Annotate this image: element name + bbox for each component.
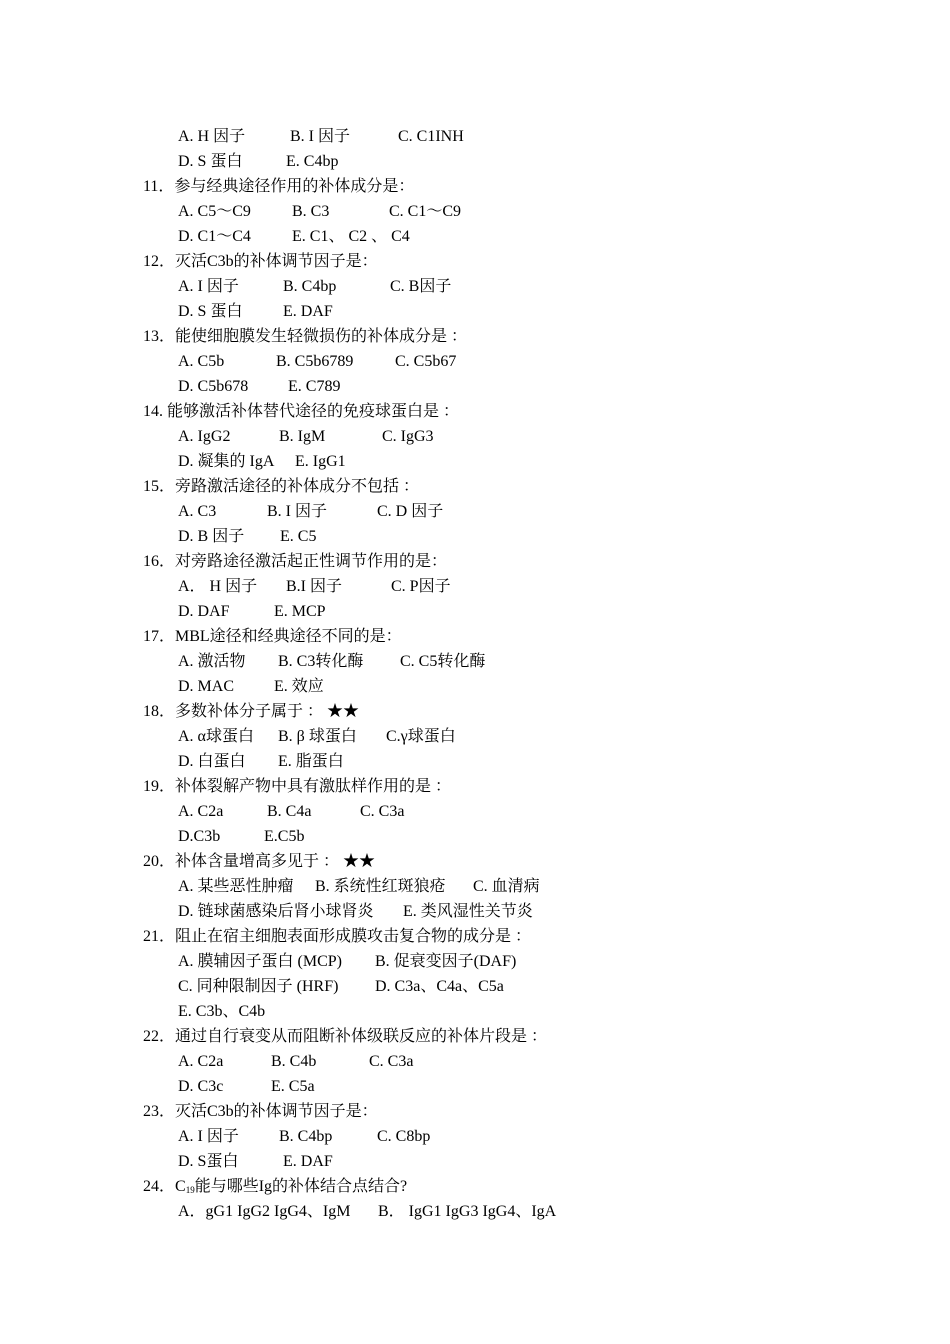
option-row — [178, 424, 434, 449]
option-a: A. C5b — [178, 353, 225, 370]
option-d: D. C3c — [178, 1078, 224, 1095]
question-18: 18．多数补体分子属于 ： ★★ — [143, 703, 360, 720]
option-a: A. I 因子 — [178, 1128, 239, 1145]
option-e: E. 类风湿性关节炎 — [403, 903, 533, 920]
option-a: A. 膜辅因子蛋白 (MCP) — [178, 953, 343, 970]
option-b: B.I 因子 — [286, 578, 343, 595]
option-row — [178, 649, 486, 674]
option-row — [178, 999, 266, 1024]
option-row — [178, 874, 540, 899]
option-b: B. C5b6789 — [276, 353, 354, 370]
option-b: B. C4a — [267, 803, 312, 820]
option-row — [178, 274, 452, 299]
question-11: 11．参与经典途径作用的补体成分是： — [143, 178, 415, 195]
option-row — [178, 899, 533, 924]
option-c: C. 血清病 — [473, 878, 540, 895]
question-21: 21．阻止在宿主细胞表面形成膜攻击复合物的成分是 ： — [143, 928, 532, 945]
option-b: B. 促衰变因子(DAF) — [375, 953, 517, 970]
option-c: C. P因子 — [391, 578, 451, 595]
option-e: E. C789 — [288, 378, 341, 395]
option-c: C. 同种限制因子 (HRF) — [178, 978, 339, 995]
option-d: D.C3b — [178, 828, 221, 845]
option-b: B. C4b — [271, 1053, 317, 1070]
question-14: 14. 能够激活补体替代途径的免疫球蛋白是 ： — [143, 403, 460, 420]
option-e: E. MCP — [274, 603, 326, 620]
option-b: B. C3转化酶 — [278, 653, 364, 670]
question-23: 23．灭活C3b的补体调节因子是： — [143, 1103, 378, 1120]
question-13: 13．能使细胞膜发生轻微损伤的补体成分是 ： — [143, 328, 468, 345]
option-b: B. I 因子 — [267, 503, 328, 520]
option-a: A. C2a — [178, 803, 224, 820]
option-row — [178, 974, 504, 999]
option-c: C. C1INH — [398, 128, 464, 145]
question-17: 17．MBL途径和经典途径不同的是： — [143, 628, 402, 645]
option-row — [178, 149, 339, 174]
question-24 — [143, 1174, 407, 1199]
question-24-text: 能与哪些Ig的补体结合点结合? — [194, 1178, 408, 1195]
question-22: 22．通过自行衰变从而阻断补体级联反应的补体片段是 ： — [143, 1028, 548, 1045]
option-row — [178, 499, 444, 524]
option-b: B. C4bp — [283, 278, 337, 295]
option-c: C. D 因子 — [377, 503, 444, 520]
option-e: E. C1、 C2 、 C4 — [292, 228, 410, 245]
option-row — [178, 524, 317, 549]
option-d: D. DAF — [178, 603, 230, 620]
option-c: C. C8bp — [377, 1128, 431, 1145]
option-d: D. C3a、C4a、C5a — [375, 978, 504, 995]
option-e: E. C4bp — [286, 153, 339, 170]
question-24-prefix: 24．C — [143, 1178, 186, 1195]
option-c: C. C5b67 — [395, 353, 457, 370]
option-row — [178, 349, 457, 374]
option-e: E. 效应 — [274, 678, 324, 695]
option-a: A. C2a — [178, 1053, 224, 1070]
option-e: E. DAF — [283, 303, 333, 320]
option-row — [178, 1074, 315, 1099]
option-e: E. C3b、C4b — [178, 1003, 266, 1020]
option-d: D. 白蛋白 — [178, 753, 246, 770]
option-c: C. C1～C9 — [389, 203, 462, 220]
option-a: A. I 因子 — [178, 278, 239, 295]
option-a: A. C3 — [178, 503, 217, 520]
option-row — [178, 124, 464, 149]
option-d: D. 链球菌感染后肾小球肾炎 — [178, 903, 374, 920]
option-a: A. 某些恶性肿瘤 — [178, 878, 294, 895]
option-c: C. B因子 — [390, 278, 452, 295]
question-20: 20．补体含量增高多见于 ： ★★ — [143, 853, 376, 870]
option-c: C. IgG3 — [382, 428, 434, 445]
option-e: E. DAF — [283, 1153, 333, 1170]
option-e: E. 脂蛋白 — [278, 753, 344, 770]
option-row — [178, 199, 462, 224]
option-row — [178, 799, 405, 824]
option-c: C. C5转化酶 — [400, 653, 486, 670]
option-row — [178, 724, 456, 749]
option-d: D. MAC — [178, 678, 235, 695]
option-a: A. α球蛋白 — [178, 728, 254, 745]
option-row — [178, 824, 305, 849]
option-d: D. S蛋白 — [178, 1153, 239, 1170]
option-row — [178, 374, 341, 399]
option-a: A． H 因子 — [178, 578, 258, 595]
option-row — [178, 599, 326, 624]
option-b: B. I 因子 — [290, 128, 351, 145]
option-d: D. C5b678 — [178, 378, 249, 395]
option-e: E. IgG1 — [295, 453, 346, 470]
question-16: 16．对旁路途径激活起正性调节作用的是： — [143, 553, 448, 570]
option-a: A. IgG2 — [178, 428, 231, 445]
option-c: C. C3a — [360, 803, 405, 820]
question-24-subscript: 19 — [185, 1185, 195, 1195]
option-d: D. S 蛋白 — [178, 303, 243, 320]
option-c: C.γ球蛋白 — [386, 728, 456, 745]
option-b: B. C3 — [292, 203, 330, 220]
option-d: D. C1～C4 — [178, 228, 251, 245]
option-row — [178, 224, 410, 249]
option-b: B. C4bp — [279, 1128, 333, 1145]
option-row — [178, 1049, 414, 1074]
option-b: B. IgM — [279, 428, 326, 445]
option-a: A. H 因子 — [178, 128, 246, 145]
option-b: B. 系统性红斑狼疮 — [315, 878, 446, 895]
option-d: D. S 蛋白 — [178, 153, 243, 170]
question-19: 19．补体裂解产物中具有激肽样作用的是 ： — [143, 778, 452, 795]
option-row — [178, 1199, 557, 1224]
option-row — [178, 1124, 431, 1149]
option-a: A．gG1 IgG2 IgG4、IgM — [178, 1203, 351, 1220]
option-row — [178, 749, 344, 774]
option-b: B. β 球蛋白 — [278, 728, 357, 745]
option-a: A. 激活物 — [178, 653, 246, 670]
option-d: D. B 因子 — [178, 528, 245, 545]
option-row — [178, 574, 451, 599]
option-a: A. C5～C9 — [178, 203, 251, 220]
option-row — [178, 1149, 333, 1174]
option-e: E. C5 — [280, 528, 317, 545]
option-c: C. C3a — [369, 1053, 414, 1070]
option-row — [178, 449, 346, 474]
option-d: D. 凝集的 IgA — [178, 453, 275, 470]
option-e: E.C5b — [264, 828, 305, 845]
question-15: 15．旁路激活途径的补体成分不包括 ： — [143, 478, 420, 495]
option-row — [178, 299, 333, 324]
option-e: E. C5a — [271, 1078, 315, 1095]
option-row — [178, 949, 517, 974]
question-12: 12．灭活C3b的补体调节因子是： — [143, 253, 378, 270]
option-row — [178, 674, 324, 699]
option-b: B． IgG1 IgG3 IgG4、IgA — [378, 1203, 557, 1220]
